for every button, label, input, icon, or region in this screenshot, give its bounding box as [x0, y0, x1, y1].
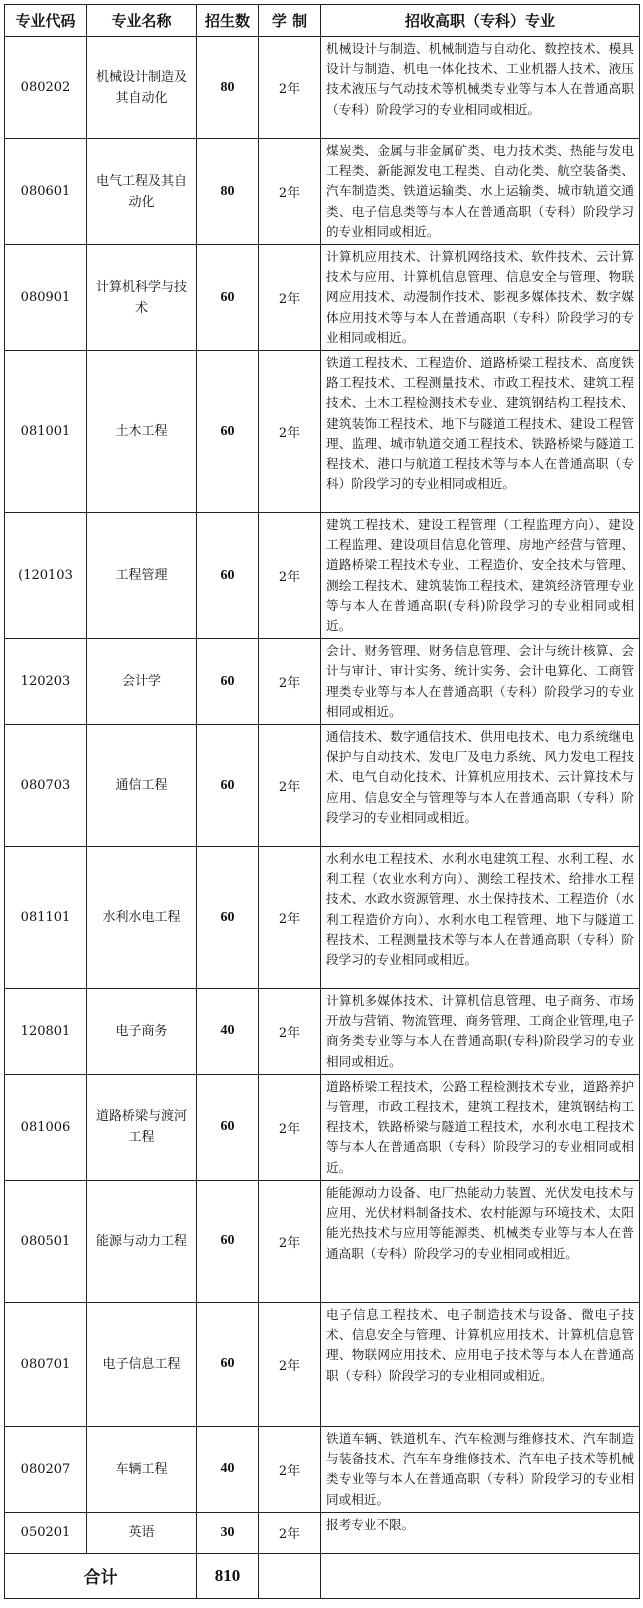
enrollment-count: 80: [197, 139, 259, 245]
major-code: 080501: [5, 1180, 87, 1302]
major-code: 080901: [5, 245, 87, 351]
header-years: 学 制: [259, 5, 321, 37]
major-code: 080207: [5, 1426, 87, 1512]
accepted-majors: 报考专业不限。: [321, 1512, 640, 1553]
major-name: 土木工程: [87, 351, 197, 513]
header-code: 专业代码: [5, 5, 87, 37]
total-empty-majors: [321, 1553, 640, 1598]
accepted-majors: 建筑工程技术、建设工程管理（工程监理方向）、建设工程监理、建设项目信息化管理、房地产经营与管理、道路桥梁工程技术专业、工程造价、安全技术与管理、测绘工程技术、建筑装饰工程技术、建筑经济管理专业等与本人在普通高职(专科)阶段学习的专业相同或相近。: [321, 513, 640, 639]
major-name: 计算机科学与技术: [87, 245, 197, 351]
enrollment-count: 40: [197, 1426, 259, 1512]
accepted-majors: 道路桥梁工程技术，公路工程检测技术专业，道路养护与管理，市政工程技术，建筑工程技术，建筑钢结构工程技术，铁路桥梁与隧道工程技术，水利水电工程技术等与本人在普通高职（专科）阶段学习的专业相同或相近。: [321, 1074, 640, 1180]
table-body: [5, 37, 640, 1554]
study-years: 2年: [259, 351, 321, 513]
table-row: [5, 847, 640, 989]
major-name: 能源与动力工程: [87, 1180, 197, 1302]
enrollment-count: 60: [197, 1302, 259, 1426]
study-years: 2年: [259, 847, 321, 989]
total-label: 合计: [5, 1553, 197, 1598]
accepted-majors: 能能源动力设备、电厂热能动力装置、光伏发电技术与应用、光伏材料制备技术、农村能源与环境技术、太阳能光热技术与应用等能源类、机械类专业等与本人在普通高职（专科）阶段学习的专业相同或相近。: [321, 1180, 640, 1302]
header-name: 专业名称: [87, 5, 197, 37]
major-name: 电气工程及其自动化: [87, 139, 197, 245]
study-years: 2年: [259, 725, 321, 847]
accepted-majors: 计算机应用技术、计算机网络技术、软件技术、云计算技术与应用、计算机信息管理、信息安全与管理、物联网应用技术、动漫制作技术、影视多媒体技术、数字媒体应用技术等与本人在普通高职（专科）阶段学习的专业相同或相近。: [321, 245, 640, 351]
enrollment-count: 60: [197, 1180, 259, 1302]
study-years: 2年: [259, 639, 321, 725]
major-name: 工程管理: [87, 513, 197, 639]
table-row: [5, 245, 640, 351]
table-row: [5, 1180, 640, 1302]
major-code: 080601: [5, 139, 87, 245]
accepted-majors: 电子信息工程技术、电子制造技术与设备、微电子技术、信息安全与管理、计算机应用技术、计算机信息管理、物联网应用技术、应用电子技术等与本人在普通高职（专科）阶段学习的专业相同或相近。: [321, 1302, 640, 1426]
major-name: 车辆工程: [87, 1426, 197, 1512]
total-empty-years: [259, 1553, 321, 1598]
enrollment-count: 60: [197, 1074, 259, 1180]
accepted-majors: 煤炭类、金属与非金属矿类、电力技术类、热能与发电工程类、新能源发电工程类、自动化类、航空装备类、汽车制造类、铁道运输类、水上运输类、城市轨道交通类、电子信息类等与本人在普通高职（专科）阶段学习的专业相同或相近。: [321, 139, 640, 245]
major-code: 081101: [5, 847, 87, 989]
study-years: 2年: [259, 245, 321, 351]
table-row: [5, 639, 640, 725]
study-years: 2年: [259, 513, 321, 639]
major-code: 120203: [5, 639, 87, 725]
major-code: (120103: [5, 513, 87, 639]
accepted-majors: 水利水电工程技术、水利水电建筑工程、水利工程、水利工程（农业水利方向）、测绘工程技术、给排水工程技术、水政水资源管理、水土保持技术、工程造价（水利工程造价方向）、水利水电工程管理、地下与隧道工程技术、工程测量技术等与本人在普通高职（专科）阶段学习的专业相同或相近。: [321, 847, 640, 989]
accepted-majors: 机械设计与制造、机械制造与自动化、数控技术、模具设计与制造、机电一体化技术、工业机器人技术、液压技术液压与气动技术等机械类专业等与本人在普通高职（专科）阶段学习的专业相同或相近。: [321, 37, 640, 139]
major-name: 通信工程: [87, 725, 197, 847]
accepted-majors: 通信技术、数字通信技术、供用电技术、电力系统继电保护与自动技术、发电厂及电力系统、风力发电工程技术、电气自动化技术、计算机应用技术、云计算技术与应用、信息安全与管理等与本人在普通高职（专科）阶段学习的专业相同或相近。: [321, 725, 640, 847]
enrollment-count: 60: [197, 725, 259, 847]
major-code: 081001: [5, 351, 87, 513]
study-years: 2年: [259, 1512, 321, 1553]
study-years: 2年: [259, 1426, 321, 1512]
major-name: 会计学: [87, 639, 197, 725]
major-code: 080202: [5, 37, 87, 139]
major-code: 080703: [5, 725, 87, 847]
table-row: [5, 1512, 640, 1553]
study-years: 2年: [259, 989, 321, 1075]
total-count: 810: [197, 1553, 259, 1598]
table-row: [5, 1302, 640, 1426]
accepted-majors: 会计、财务管理、财务信息管理、会计与统计核算、会计与审计、审计实务、统计实务、会计电算化、工商管理类专业等与本人在普通高职（专科）阶段学习的专业相同或相近。: [321, 639, 640, 725]
enrollment-count: 30: [197, 1512, 259, 1553]
table-row: [5, 1074, 640, 1180]
total-row: [5, 1553, 640, 1598]
major-name: 机械设计制造及其自动化: [87, 37, 197, 139]
major-code: 050201: [5, 1512, 87, 1553]
table-row: [5, 37, 640, 139]
study-years: 2年: [259, 1302, 321, 1426]
study-years: 2年: [259, 1180, 321, 1302]
major-name: 电子信息工程: [87, 1302, 197, 1426]
major-name: 水利水电工程: [87, 847, 197, 989]
accepted-majors: 计算机多媒体技术、计算机信息管理、电子商务、市场开放与营销、物流管理、商务管理、工商企业管理,电子商务类专业等与本人在普通高职(专科)阶段学习的专业相同或相近。: [321, 989, 640, 1075]
enrollment-count: 60: [197, 513, 259, 639]
study-years: 2年: [259, 139, 321, 245]
study-years: 2年: [259, 1074, 321, 1180]
major-code: 120801: [5, 989, 87, 1075]
enrollment-table: [4, 4, 640, 1599]
accepted-majors: 铁道工程技术、工程造价、道路桥梁工程技术、高度铁路工程技术、工程测量技术、市政工程技术、建筑工程技术、土木工程检测技术专业、建筑钢结构工程技术、建筑装饰工程技术、地下与隧道工程技术、建设工程管理、监理、城市轨道交通工程技术、铁路桥梁与隧道工程技术、港口与航道工程技术等与本人在普通高职（专科）阶段学习的专业相同或相近。: [321, 351, 640, 513]
study-years: 2年: [259, 37, 321, 139]
header-majors: 招收高职（专科）专业: [321, 5, 640, 37]
enrollment-count: 60: [197, 245, 259, 351]
table-row: [5, 989, 640, 1075]
enrollment-count: 60: [197, 351, 259, 513]
table-row: [5, 351, 640, 513]
enrollment-count: 60: [197, 847, 259, 989]
table-row: [5, 725, 640, 847]
major-name: 道路桥梁与渡河工程: [87, 1074, 197, 1180]
major-code: 080701: [5, 1302, 87, 1426]
table-header-row: [5, 5, 640, 37]
table-row: [5, 513, 640, 639]
table-row: [5, 1426, 640, 1512]
enrollment-count: 80: [197, 37, 259, 139]
enrollment-count: 60: [197, 639, 259, 725]
major-name: 英语: [87, 1512, 197, 1553]
accepted-majors: 铁道车辆、铁道机车、汽车检测与维修技术、汽车制造与装备技术、汽车车身维修技术、汽车电子技术等机械类专业等与本人在普通高职（专科）阶段学习的专业相同或相近。: [321, 1426, 640, 1512]
enrollment-count: 40: [197, 989, 259, 1075]
header-count: 招生数: [197, 5, 259, 37]
table-row: [5, 139, 640, 245]
major-name: 电子商务: [87, 989, 197, 1075]
major-code: 081006: [5, 1074, 87, 1180]
